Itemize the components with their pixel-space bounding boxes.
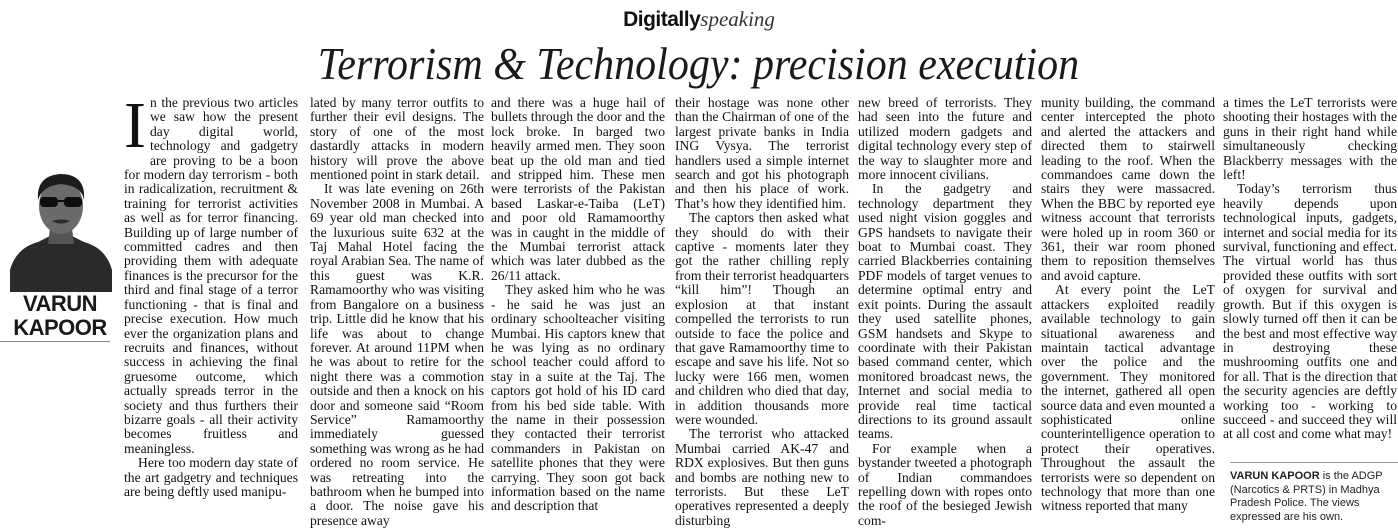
kicker-italic: speaking xyxy=(700,7,775,31)
article-paragraph: In the gadgetry and technology department they used night vision goggles and GPS handsets to navigate their boat to Mumbai coast. They carried Blackberries containing PDF models of target venues to determine optimal entry and exit points. During the assault they used satellite phones, GSM handsets and Skype to coordinate with their Pakistan based command center, which monitored broadcast news, the Internet and social media to provide real time tactical directions to its ground assault teams. xyxy=(858,181,1032,442)
article-paragraph: For example when a bystander tweeted a photograph of Indian commandoes repelling down with ropes onto the roof of the besieged Jewish com- xyxy=(858,440,1032,528)
author-last-name: KAPOOR xyxy=(13,315,107,340)
bio-text: is the ADGP (Narcotics & PRTS) in Madhya Pradesh Police. The views expressed are his own. xyxy=(1230,470,1383,523)
article-paragraph: The captors then asked what they should do with their captive - moments later they got the rather chilling reply from their terrorist headquarters “kill him”! Though an explosion at that instant compelled the terrorists to run outside to face the police and that gave Ramamoorthy time to escape and save his life. Not so lucky were 166 men, women and children who died that day, in addition thousands more were wounded. xyxy=(675,210,850,427)
article-paragraph: their hostage was none other than the Chairman of one of the largest private banks in India ING Vysya. The terrorist handlers used a simple internet search and got his photograph and then his place of work. That’s how they identified him. xyxy=(675,95,849,211)
author-photo xyxy=(10,102,112,292)
article-paragraph: and there was a huge hail of bullets through the door and the lock broke. In barged two heavily armed men. They soon beat up the old man and tied and stripped him. These men were terrorists of the Pakistan based Laskar-e-Taiba (LeT) and poor old Ramamoorthy was in caught in the middle of the Mumbai terrorist attack which was later dubbed as the 26/11 attack. xyxy=(491,95,665,283)
article-column-2 xyxy=(310,95,484,528)
bio-name: VARUN KAPOOR xyxy=(1230,470,1320,482)
kicker-bold: Digitally xyxy=(623,8,701,31)
article-paragraph: It was late evening on 26th November 2008 in Mumbai. A 69 year old man checked into the luxurious suite 632 at the Taj Mahal Hotel facing the royal Arabian Sea. The name of this guest was K.R. Ramamoorthy who was visiting from Bangalore on a business trip. Little did he know that his life was about to change forever. At around 11PM when he was about to retire for the night there was a commotion outside and then a knock on his door and someone said “Room Service” Ramamoorthy immediately guessed something was wrong as he had ordered no room service. He was retreating into the bathroom when he bumped into a door. The noise gave his presence away xyxy=(310,181,484,528)
byline-divider xyxy=(0,341,110,342)
author-bio xyxy=(1230,470,1396,524)
paragraph-text: n the previous two articles we saw how the present day digital world, technology and gadgetry are proving to be a boon for modern day terrorism - both in radicalization, recruitment & training for terrorist activities as well as for terror financing. Building up of large number of committed cadres and then providing them with adequate finances is the precursor for the third and final stage of a terror functioning - that is final and precise execution. How much ever the organization plans and recruits and finances, without success in achieving the final gruesome outcome, which actually spreads terror in the society and thus furthers their bizarre goals - all their activity becomes fruitless and meaningless. xyxy=(124,95,298,456)
bio-divider xyxy=(1230,462,1398,463)
article-column-5 xyxy=(858,95,1032,528)
article-paragraph: Today’s terrorism thus heavily depends upon technological inputs, gadgets, internet and social media for its survival, functioning and effect. The virtual world has thus provided these outfits with sort of oxygen for survival and growth. But if this oxygen is slowly turned off then it can be the best and most effective way in destroying these mushrooming outfits one and for all. That is the direction that the security agencies are deftly working too - working to succeed - and succeed they will at all cost and come what may! xyxy=(1223,181,1397,442)
author-byline xyxy=(0,292,120,340)
article-paragraph: Here too modern day state of the art gadgetry and techniques are being deftly used manipu- xyxy=(124,455,298,499)
article-column-4 xyxy=(675,95,850,528)
article-paragraph: The terrorist who attacked Mumbai carried AK-47 and RDX explosives. But then guns and bombs are nothing new to terrorists. But these LeT operatives represented a deeply disturbing xyxy=(675,426,849,528)
article-column-7 xyxy=(1223,96,1397,466)
article-paragraph: munity building, the command center intercepted the photo and alerted the attackers and directed them to stairwell leading to the roof. When the commandoes came down the stairs they were massacred. When the BBC by reported eye witness account that terrorists were holed up in room 360 or 361, their war room phoned them to reposition themselves and avoid capture. xyxy=(1041,95,1215,283)
headline: Terrorism & Technology: precision execution xyxy=(317,38,1080,89)
article-column-6 xyxy=(1041,95,1216,514)
article-paragraph: a times the LeT terrorists were shooting their hostages with the guns in their right hand while simultaneously checking Blackberry messages with the left! xyxy=(1223,95,1397,183)
article-paragraph: At every point the LeT attackers exploited readily available technology to gain situational awareness and maintain tactical advantage over the police and the government. They monitored the internet, gathered all open source data and even mounted a sophisticated online counterintelligence operation to protect their operatives. Throughout the assault the terrorists were so dependent on technology that more than one witness reported that many xyxy=(1041,282,1216,514)
article-paragraph: new breed of terrorists. They had seen into the future and utilized modern gadgets and digital technology every step of the way to slaughter more and more innocent civilians. xyxy=(858,95,1032,183)
article-paragraph: lated by many terror outfits to further their evil designs. The story of one of the most dastardly attacks in modern history will prove the above mentioned point in stark detail. xyxy=(310,95,484,183)
article-column-1 xyxy=(124,89,298,505)
article-paragraph xyxy=(124,89,298,456)
author-first-name: VARUN xyxy=(22,291,98,316)
drop-cap: I xyxy=(124,89,146,162)
article-column-3 xyxy=(491,95,665,514)
article-paragraph: They asked him who he was - he said he was just an ordinary schoolteacher visiting Mumbai. His captors knew that he was lying as no ordinary school teacher could afford to stay in a suite at the Taj. The captors got hold of his ID card from his bed side table. With the name in their possession they contacted their terrorist commanders in Pakistan on satellite phones that they were carrying. They soon got back information based on the name and description that xyxy=(491,282,665,514)
section-kicker xyxy=(0,6,1398,33)
